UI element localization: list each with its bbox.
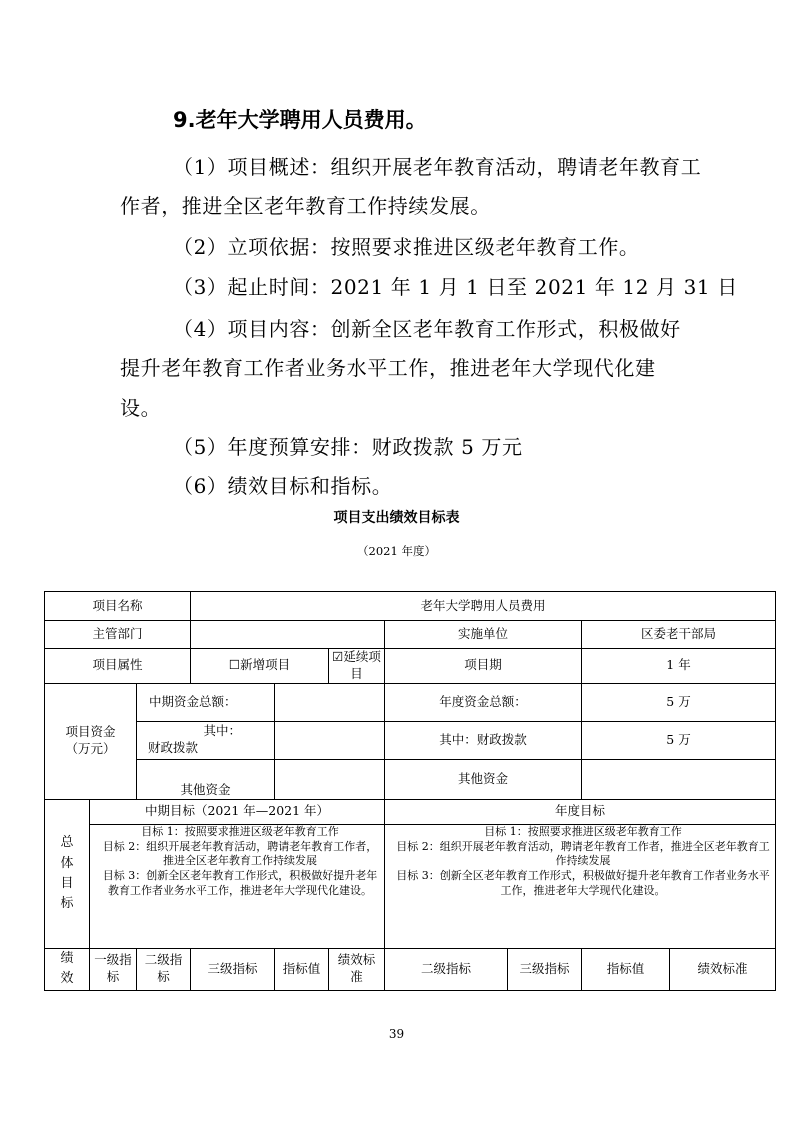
funds-unit: （万元） <box>65 741 116 757</box>
table-row <box>45 592 776 621</box>
table-row <box>45 759 776 799</box>
section-heading: 9.老年大学聘用人员费用。 <box>173 108 427 132</box>
annual-fiscal-value: 5 万 <box>582 721 776 759</box>
page-number: 39 <box>388 1027 405 1041</box>
overall-goal-label: 总体目标 <box>60 835 74 911</box>
mid-fiscal-label-1: 其中： <box>203 723 242 739</box>
attr-new-cell <box>191 649 329 684</box>
annual-goal-header: 年度目标 <box>385 799 776 824</box>
table-row <box>45 824 776 948</box>
mid-goal-1: 目标 1：按照要求推进区级老年教育工作 <box>141 824 339 838</box>
level3-header: 三级指标 <box>191 948 275 990</box>
annual-goal-2: 目标 2：组织开展老年教育活动，聘请老年教育工作者，推进全区老年教育工作持续发展 <box>396 839 770 868</box>
project-name-label: 项目名称 <box>45 592 191 621</box>
department-value <box>191 621 385 649</box>
perf-label: 绩效 <box>60 951 74 987</box>
impl-unit-value: 区委老干部局 <box>582 621 776 649</box>
level1-header: 一级指标 <box>90 948 137 990</box>
mid-other-label: 其他资金 <box>137 759 275 799</box>
paragraph-budget: （5）年度预算安排：财政拨款 5 万元 <box>173 435 523 459</box>
attr-new-label: 新增项目 <box>240 657 291 673</box>
period-value: 1 年 <box>582 649 776 684</box>
perf-label-cell <box>45 948 90 990</box>
mid-goals-cell <box>90 824 385 948</box>
paragraph-basis: （2）立项依据：按照要求推进区级老年教育工作。 <box>173 235 640 259</box>
annual-other-value <box>582 759 776 799</box>
annual-fiscal-label: 其中：财政拨款 <box>385 721 582 759</box>
mid-other-value <box>275 759 385 799</box>
annual-total-value: 5 万 <box>582 683 776 721</box>
impl-unit-label: 实施单位 <box>385 621 582 649</box>
table-title: 项目支出绩效目标表 <box>333 510 460 526</box>
annual-perf-standard-header: 绩效标准 <box>670 948 776 990</box>
mid-goal-2: 目标 2：组织开展老年教育活动，聘请老年教育工作者，推进全区老年教育工作持续发展 <box>102 839 378 868</box>
annual-other-label: 其他资金 <box>385 759 582 799</box>
table-row <box>45 621 776 649</box>
table-row <box>45 948 776 990</box>
annual-goal-1: 目标 1：按照要求推进区级老年教育工作 <box>484 824 682 838</box>
table-row <box>45 683 776 721</box>
paragraph-period: （3）起止时间：2021 年 1 月 1 日至 2021 年 12 月 31 日 <box>173 275 738 299</box>
mid-fiscal-label-2: 财政拨款 <box>148 740 199 756</box>
project-attr-label: 项目属性 <box>45 649 191 684</box>
mid-total-label: 中期资金总额： <box>137 683 275 721</box>
paragraph-overview-line1: （1）项目概述：组织开展老年教育活动，聘请老年教育工 <box>173 155 702 179</box>
mid-goal-header: 中期目标（2021 年—2021 年） <box>90 799 385 824</box>
table-year: （2021 年度） <box>357 544 436 558</box>
level2-header: 二级指标 <box>137 948 191 990</box>
checkbox-unchecked-icon: ☐ <box>228 657 241 673</box>
overall-goal-label-cell <box>45 799 90 948</box>
paragraph-performance: （6）绩效目标和指标。 <box>173 474 393 498</box>
annual-total-label: 年度资金总额： <box>385 683 582 721</box>
annual-goals-cell <box>385 824 776 948</box>
paragraph-content-line2: 提升老年教育工作者业务水平工作，推进老年大学现代化建 <box>120 356 656 380</box>
paragraph-content-line1: （4）项目内容：创新全区老年教育工作形式，积极做好 <box>173 317 681 341</box>
annual-level3-header: 三级指标 <box>508 948 582 990</box>
mid-total-value <box>275 683 385 721</box>
funds-label-cell <box>45 683 137 799</box>
annual-goal-3: 目标 3：创新全区老年教育工作形式，积极做好提升老年教育工作者业务水平工作，推进老年大学现代化建设。 <box>396 869 770 898</box>
annual-indicator-value-header: 指标值 <box>582 948 670 990</box>
paragraph-overview-line2: 作者，推进全区老年教育工作持续发展。 <box>120 194 491 218</box>
perf-standard-header: 绩效标准 <box>329 948 385 990</box>
mid-goal-3: 目标 3：创新全区老年教育工作形式，积极做好提升老年教育工作者业务水平工作，推进老年大学现代化建设。 <box>102 869 378 898</box>
checkbox-checked-icon: ☑ <box>332 649 344 664</box>
mid-fiscal-label-cell <box>137 721 275 759</box>
attr-cont-cell <box>329 649 385 684</box>
table-row <box>45 649 776 684</box>
funds-label: 项目资金 <box>65 724 116 740</box>
indicator-value-header: 指标值 <box>275 948 329 990</box>
table-row <box>45 799 776 824</box>
mid-fiscal-value <box>275 721 385 759</box>
annual-level2-header: 二级指标 <box>385 948 508 990</box>
project-name-value: 老年大学聘用人员费用 <box>191 592 776 621</box>
period-label: 项目期 <box>385 649 582 684</box>
table-row <box>45 721 776 759</box>
performance-goal-table <box>44 591 776 991</box>
attr-cont-label: 延续项目 <box>343 649 381 681</box>
paragraph-content-line3: 设。 <box>120 396 162 420</box>
department-label: 主管部门 <box>45 621 191 649</box>
